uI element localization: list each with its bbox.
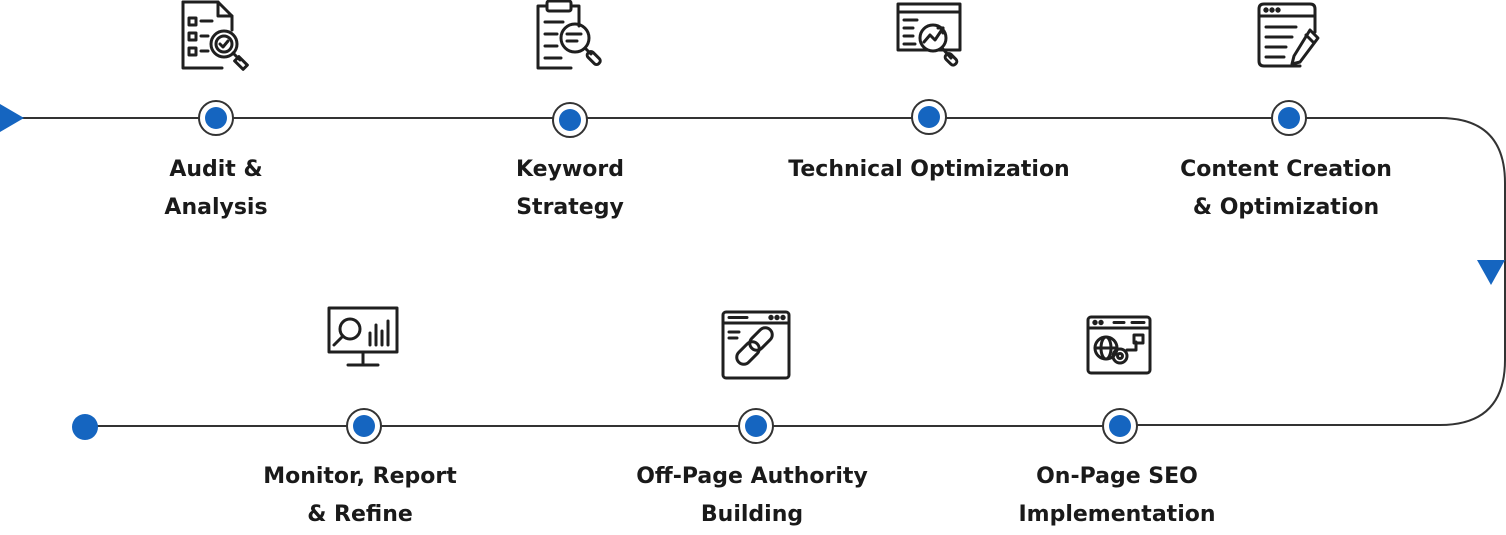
step-label-line: Audit & xyxy=(169,157,263,182)
step-label-onpage xyxy=(967,458,1267,534)
audit-checklist-search-icon xyxy=(178,0,256,72)
step-label-line: Strategy xyxy=(516,195,624,220)
onpage-browser-globe-gear-icon xyxy=(1086,314,1152,376)
content-document-pencil-icon xyxy=(1254,0,1324,70)
technical-analytics-search-icon xyxy=(895,0,965,68)
step-label-content xyxy=(1136,151,1436,227)
step-label-line: Content Creation xyxy=(1180,157,1392,182)
step-label-line: Monitor, Report xyxy=(263,464,457,489)
start-arrow-icon xyxy=(0,104,24,132)
step-label-line: Analysis xyxy=(164,195,268,220)
step-marker-4 xyxy=(1272,101,1306,135)
step-marker-2 xyxy=(553,103,587,137)
step-marker-7 xyxy=(347,409,381,443)
step-label-keyword xyxy=(420,151,720,227)
keyword-clipboard-search-icon xyxy=(533,0,611,72)
monitor-report-chart-icon xyxy=(326,305,400,371)
step-label-technical xyxy=(769,151,1089,189)
step-label-monitor xyxy=(210,458,510,534)
down-arrow-icon xyxy=(1477,260,1505,285)
step-marker-1 xyxy=(199,101,233,135)
step-label-offpage xyxy=(602,458,902,534)
step-marker-6 xyxy=(739,409,773,443)
step-label-line: Technical Optimization xyxy=(788,157,1070,182)
step-label-line: & Refine xyxy=(307,502,413,527)
step-label-line: Implementation xyxy=(1018,502,1216,527)
offpage-browser-link-icon xyxy=(721,310,791,380)
end-dot xyxy=(72,414,98,440)
step-label-audit xyxy=(66,151,366,227)
step-label-line: Building xyxy=(700,502,804,527)
step-label-line: Off-Page Authority xyxy=(636,464,868,489)
step-marker-5 xyxy=(1103,409,1137,443)
step-label-line: On-Page SEO xyxy=(1036,464,1198,489)
step-label-line: Keyword xyxy=(516,157,624,182)
step-marker-3 xyxy=(912,100,946,134)
step-label-line: & Optimization xyxy=(1192,195,1380,220)
